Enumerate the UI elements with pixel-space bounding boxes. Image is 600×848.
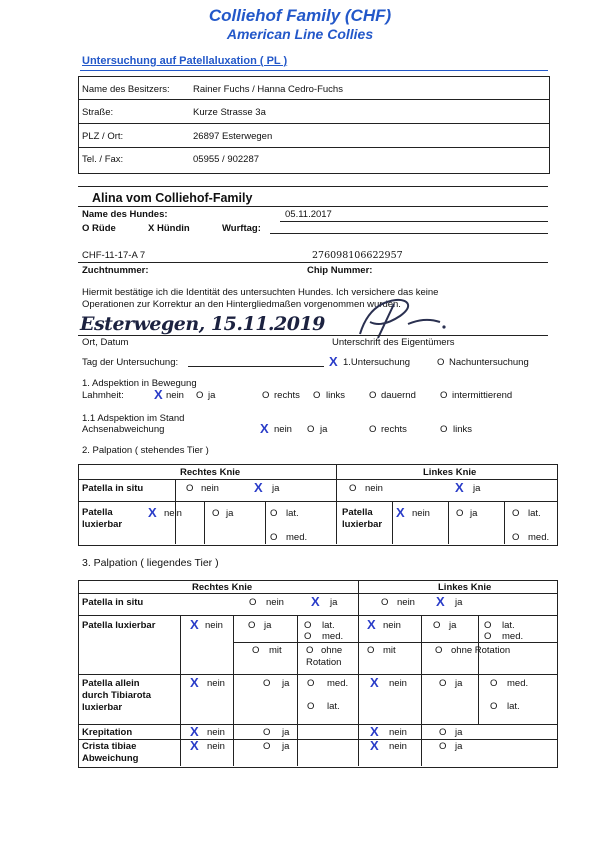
t3-l-krep-nein: nein (389, 727, 407, 738)
confirmation-line-1: Hiermit bestätige ich die Identität des untersuchten Hundes. Ich versichere das keine (82, 287, 439, 298)
t3-r-insitu-nein-radio: O (249, 597, 257, 608)
dog-male-option: O Rüde (82, 223, 116, 234)
birth-date-underline (280, 221, 548, 222)
t3-l-tib-lat-radio: O (490, 701, 498, 712)
table-3-col-divider (478, 615, 479, 724)
t2-left-row-luxierbar-b: luxierbar (342, 519, 383, 530)
t2-l-lux-med-radio: O (512, 532, 520, 543)
t3-r-lux-lat: lat. (322, 620, 335, 631)
table-3-row-tibiarota-c: luxierbar (82, 702, 123, 713)
t3-r-krep-nein-mark: X (190, 724, 199, 739)
owner-phone-value: 05955 / 902287 (193, 154, 260, 165)
dog-litter-label: Wurftag: (222, 223, 261, 234)
table-3-row-divider (78, 674, 557, 675)
t3-l-lux-nein: nein (383, 620, 401, 631)
t3-l-tib-ja: ja (455, 678, 463, 689)
t3-l-mit: mit (383, 645, 396, 656)
t2-l-lux-med: med. (528, 532, 550, 543)
t3-l-lux-lat-radio: O (484, 620, 492, 631)
t3-l-insitu-nein: nein (397, 597, 415, 608)
t3-l-tib-med: med. (507, 678, 529, 689)
table-2-row-luxierbar-b: luxierbar (82, 519, 123, 530)
t3-l-lux-med: med. (502, 631, 524, 642)
table-3-knee-divider (358, 580, 359, 766)
t2-l-lux-lat-radio: O (512, 508, 520, 519)
breed-number-label: Zuchtnummer: (82, 265, 149, 276)
owner-phone-label: Tel. / Fax: (82, 154, 124, 165)
table-2-row-divider (78, 501, 557, 502)
table-2-row-luxierbar-a: Patella (82, 507, 113, 518)
table-2-header-divider (78, 479, 557, 480)
owner-row-divider (78, 99, 549, 100)
table-2-col-divider (265, 501, 266, 544)
exam-date-label: Tag der Untersuchung: (82, 357, 179, 368)
t3-l-lux-ja: ja (449, 620, 457, 631)
document-title: Colliehof Family (CHF) (208, 6, 392, 25)
owner-row-divider (78, 147, 549, 148)
t2-r-insitu-nein: nein (201, 483, 219, 494)
t3-r-lux-med: med. (322, 631, 344, 642)
table-3-row-tibiarota-a: Patella allein (82, 678, 140, 689)
t3-r-tib-med-radio: O (307, 678, 315, 689)
t2-l-lux-nein-mark: X (396, 505, 405, 520)
achsen-rechts-radio: O (369, 424, 377, 435)
owner-name-value: Rainer Fuchs / Hanna Cedro-Fuchs (193, 84, 343, 95)
t2-l-insitu-nein-radio: O (349, 483, 357, 494)
t3-l-lux-nein-mark: X (367, 617, 376, 632)
t3-l-crista-ja-radio: O (439, 741, 447, 752)
t3-l-krep-ja: ja (455, 727, 463, 738)
t3-r-lux-ja: ja (264, 620, 272, 631)
t3-l-lux-ja-radio: O (433, 620, 441, 631)
breed-number-underline (78, 262, 548, 263)
signature-label: Unterschrift des Eigentümers (332, 337, 455, 348)
table-3-col-divider (421, 615, 422, 766)
t2-r-insitu-nein-radio: O (186, 483, 194, 494)
owner-city-label: PLZ / Ort: (82, 131, 124, 142)
t3-r-lux-nein-mark: X (190, 617, 199, 632)
achsen-nein: nein (274, 424, 292, 435)
t2-r-lux-ja: ja (226, 508, 234, 519)
table-3-left-knee-header: Linkes Knie (438, 582, 492, 593)
table-3-row-krepitation: Krepitation (82, 727, 133, 738)
t3-r-crista-nein-mark: X (190, 738, 199, 753)
t3-l-tib-med-radio: O (490, 678, 498, 689)
form-title: Untersuchung auf Patellaluxation ( PL ) (82, 55, 288, 67)
t3-l-insitu-nein-radio: O (381, 597, 389, 608)
t3-r-insitu-nein: nein (266, 597, 284, 608)
t3-r-tib-med: med. (327, 678, 349, 689)
table-2-col-divider (504, 501, 505, 544)
t2-l-lux-nein: nein (412, 508, 430, 519)
section-1-1-title: 1.1 Adspektion im Stand (82, 413, 185, 424)
owner-row-divider (78, 123, 549, 124)
t3-l-crista-ja: ja (455, 741, 463, 752)
lahmheit-ja-radio: O (196, 390, 204, 401)
t2-r-lux-nein: nein (164, 508, 182, 519)
dog-birth-date: 05.11.2017 (285, 209, 332, 220)
t2-l-lux-ja: ja (470, 508, 478, 519)
t3-r-ohne-radio: O (306, 645, 314, 656)
t3-r-tib-ja-radio: O (263, 678, 271, 689)
t3-r-crista-ja-radio: O (263, 741, 271, 752)
lahmheit-dauernd: dauernd (381, 390, 416, 401)
lahmheit-links: links (326, 390, 346, 401)
dog-female-option: X Hündin (148, 223, 190, 234)
section-3-title: 3. Palpation ( liegendes Tier ) (82, 557, 219, 569)
table-2-right-knee-header: Rechtes Knie (180, 467, 241, 478)
dog-top-divider (78, 186, 548, 187)
lahmheit-links-radio: O (313, 390, 321, 401)
lahmheit-nein: nein (166, 390, 184, 401)
lahmheit-rechts: rechts (274, 390, 300, 401)
t3-r-tib-lat: lat. (327, 701, 340, 712)
table-3-label-divider (180, 615, 181, 766)
t2-left-row-luxierbar-a: Patella (342, 507, 373, 518)
owner-name-label: Name des Besitzers: (82, 84, 170, 95)
section-2-title: 2. Palpation ( stehendes Tier ) (82, 445, 209, 456)
t3-r-crista-nein: nein (207, 741, 225, 752)
lahmheit-nein-mark: X (154, 387, 163, 402)
t3-l-ohne-rotation: ohne Rotation (451, 645, 511, 656)
t3-l-tib-nein-mark: X (370, 675, 379, 690)
t3-r-krep-ja-radio: O (263, 727, 271, 738)
t3-r-lux-ja-radio: O (248, 620, 256, 631)
table-3-subrow-divider (233, 642, 359, 643)
t3-l-krep-ja-radio: O (439, 727, 447, 738)
lahmheit-dauernd-radio: O (369, 390, 377, 401)
table-3-row-crista-a: Crista tibiae (82, 741, 137, 752)
chip-number: 276098106622957 (312, 250, 403, 261)
lahmheit-rechts-radio: O (262, 390, 270, 401)
t3-r-rotation: Rotation (306, 657, 342, 668)
owner-street-value: Kurze Strasse 3a (193, 107, 266, 118)
t3-r-mit-radio: O (252, 645, 260, 656)
t3-r-tib-nein: nein (207, 678, 225, 689)
t3-r-tib-ja: ja (282, 678, 290, 689)
table-3-row-divider (78, 739, 557, 740)
lahmheit-label: Lahmheit: (82, 390, 124, 401)
first-exam-option: 1.Untersuchung (343, 357, 411, 368)
header-divider (80, 70, 548, 71)
table-3-row-in-situ: Patella in situ (82, 597, 144, 608)
dog-name-underline (78, 206, 548, 207)
achsen-ja-radio: O (307, 424, 315, 435)
confirmation-line-2: Operationen zur Korrektur an den Hintergliedmaßen vorgenommen wurden. (82, 299, 401, 310)
t3-r-insitu-ja-mark: X (311, 594, 320, 609)
table-3-row-divider (78, 615, 557, 616)
t2-l-insitu-nein: nein (365, 483, 383, 494)
owner-street-label: Straße: (82, 107, 114, 118)
t3-l-crista-nein-mark: X (370, 738, 379, 753)
t2-r-insitu-ja: ja (272, 483, 280, 494)
t2-r-lux-ja-radio: O (212, 508, 220, 519)
table-2-left-knee-header: Linkes Knie (423, 467, 477, 478)
t2-l-lux-ja-radio: O (456, 508, 464, 519)
t3-l-tib-nein: nein (389, 678, 407, 689)
t3-l-insitu-ja: ja (455, 597, 463, 608)
table-3-right-knee-header: Rechtes Knie (192, 582, 253, 593)
achsen-ja: ja (320, 424, 328, 435)
t3-l-ohne-rotation-radio: O (435, 645, 443, 656)
t3-r-tib-nein-mark: X (190, 675, 199, 690)
achsen-links-radio: O (440, 424, 448, 435)
table-2-col-divider (448, 501, 449, 544)
t2-r-lux-med-radio: O (270, 532, 278, 543)
table-2-col-divider (392, 501, 393, 544)
t3-l-lux-med-radio: O (484, 631, 492, 642)
dog-name-label: Name des Hundes: (82, 209, 168, 220)
table-2-col-divider (204, 501, 205, 544)
achsen-label: Achsenabweichung (82, 424, 165, 435)
t3-r-mit: mit (269, 645, 282, 656)
t3-l-tib-lat: lat. (507, 701, 520, 712)
achsen-nein-mark: X (260, 421, 269, 436)
table-2-row-in-situ: Patella in situ (82, 483, 144, 494)
t3-l-mit-radio: O (367, 645, 375, 656)
t3-r-lux-med-radio: O (304, 631, 312, 642)
lahmheit-intermittierend: intermittierend (452, 390, 513, 401)
table-2-knee-divider (336, 464, 337, 544)
t2-r-insitu-ja-mark: X (254, 480, 263, 495)
dog-name: Alina vom Colliehof-Family (92, 191, 253, 205)
first-exam-checkmark: X (329, 354, 338, 369)
table-3-row-luxierbar: Patella luxierbar (82, 620, 156, 631)
t2-r-lux-med: med. (286, 532, 308, 543)
achsen-links: links (453, 424, 473, 435)
t3-r-lux-lat-radio: O (304, 620, 312, 631)
lahmheit-intermittierend-radio: O (440, 390, 448, 401)
t2-l-insitu-ja-mark: X (455, 480, 464, 495)
t2-r-lux-lat: lat. (286, 508, 299, 519)
t3-r-ohne: ohne (321, 645, 343, 656)
t3-r-insitu-ja: ja (330, 597, 338, 608)
t3-r-krep-nein: nein (207, 727, 225, 738)
follow-exam-option: Nachuntersuchung (449, 357, 529, 368)
t2-r-lux-nein-mark: X (148, 505, 157, 520)
section-1-title: 1. Adspektion in Bewegung (82, 378, 197, 389)
t3-l-tib-ja-radio: O (439, 678, 447, 689)
t3-l-lux-lat: lat. (502, 620, 515, 631)
t2-r-lux-lat-radio: O (270, 508, 278, 519)
table-3-row-tibiarota-b: durch Tibiarota (82, 690, 151, 701)
litter-underline (270, 233, 548, 234)
owner-city-value: 26897 Esterwegen (193, 131, 273, 142)
table-3-col-divider (297, 615, 298, 766)
table-3-col-divider (233, 615, 234, 766)
achsen-rechts: rechts (381, 424, 407, 435)
t3-l-crista-nein: nein (389, 741, 407, 752)
table-3-subrow-divider (358, 642, 557, 643)
t3-r-lux-nein: nein (205, 620, 223, 631)
place-date-label: Ort, Datum (82, 337, 129, 348)
document-subtitle: American Line Collies (226, 26, 374, 42)
t2-l-insitu-ja: ja (473, 483, 481, 494)
t3-l-krep-nein-mark: X (370, 724, 379, 739)
chip-number-label: Chip Nummer: (307, 265, 373, 276)
t3-r-tib-lat-radio: O (307, 701, 315, 712)
table-3-row-crista-b: Abweichung (82, 753, 139, 764)
table-3-row-divider (78, 724, 557, 725)
t3-r-krep-ja: ja (282, 727, 290, 738)
place-date-underline (78, 335, 548, 336)
lahmheit-ja: ja (208, 390, 216, 401)
breed-number: CHF-11-17-A 7 (82, 250, 146, 261)
t3-r-crista-ja: ja (282, 741, 290, 752)
follow-exam-radio: O (437, 357, 445, 368)
t3-l-insitu-ja-mark: X (436, 594, 445, 609)
exam-date-underline (188, 366, 324, 367)
t2-l-lux-lat: lat. (528, 508, 541, 519)
place-date-handwritten: Esterwegen, 15.11.2019 (80, 313, 325, 335)
